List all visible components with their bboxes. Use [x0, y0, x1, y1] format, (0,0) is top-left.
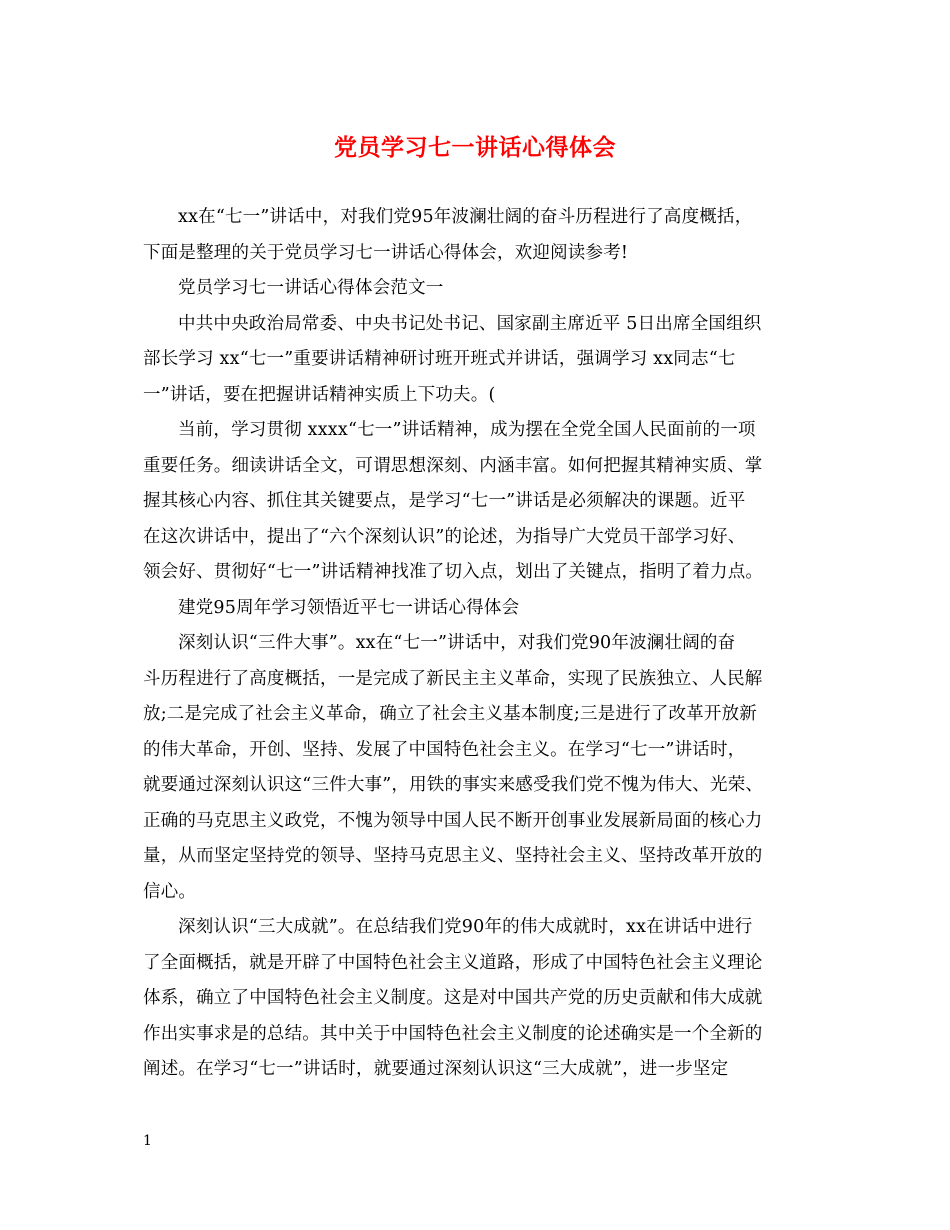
text-line: 建党95周年学习领悟近平七一讲话心得体会 [178, 597, 520, 618]
text-line: 量，从而坚定坚持党的领导、坚持马克思主义、坚持社会主义、坚持改革开放的 [143, 846, 763, 866]
document-title: 党员学习七一讲话心得体会 [334, 134, 616, 161]
text-line: 重要任务。细读讲话全文，可谓思想深刻、内涵丰富。如何把握其精神实质、掌 [143, 455, 763, 476]
text-line: 下面是整理的关于党员学习七一讲话心得体会，欢迎阅读参考! [143, 242, 629, 263]
text-line: 中共中央政治局常委、中央书记处书记、国家副主席近平 5日出席全国组织 [178, 313, 762, 334]
text-line: 体系，确立了中国特色社会主义制度。这是对中国共产党的历史贡献和伟大成就 [143, 988, 763, 1008]
text-line: 深刻认识“三件大事”。xx在“七一”讲话中，对我们党90年波澜壮阔的奋 [178, 633, 736, 653]
text-line: 斗历程进行了高度概括，一是完成了新民主主义革命，实现了民族独立、人民解 [143, 668, 763, 689]
text-line: 一”讲话，要在把握讲话精神实质上下功夫。( [143, 384, 496, 405]
text-line: 当前，学习贯彻 xxxx“七一”讲话精神，成为摆在全党全国人民面前的一项 [178, 420, 756, 440]
text-line: 就要通过深刻认识这“三件大事”，用铁的事实来感受我们党不愧为伟大、光荣、 [143, 775, 764, 795]
text-line: 信心。 [143, 881, 197, 902]
text-line: xx在“七一”讲话中，对我们党95年波澜壮阔的奋斗历程进行了高度概括， [178, 207, 753, 227]
text-line: 领会好、贯彻好“七一”讲话精神找准了切入点，划出了关键点，指明了着力点。 [143, 562, 764, 582]
document-body [143, 200, 823, 1088]
text-line: 部长学习 xx“七一”重要讲话精神研讨班开班式并讲话，强调学习 xx同志“七 [143, 349, 736, 369]
page-number: 1 [143, 1133, 152, 1149]
text-line: 放;二是完成了社会主义革命，确立了社会主义基本制度;三是进行了改革开放新 [143, 704, 757, 724]
text-line: 作出实事求是的总结。其中关于中国特色社会主义制度的论述确实是一个全新的 [143, 1023, 763, 1044]
text-line: 阐述。在学习“七一”讲话时，就要通过深刻认识这“三大成就”，进一步坚定 [143, 1059, 729, 1079]
text-line: 了全面概括，就是开辟了中国特色社会主义道路，形成了中国特色社会主义理论 [143, 952, 763, 973]
text-line: 深刻认识“三大成就”。在总结我们党90年的伟大成就时，xx在讲话中进行 [178, 917, 753, 937]
text-line: 党员学习七一讲话心得体会范文一 [178, 278, 444, 298]
text-line: 的伟大革命，开创、坚持、发展了中国特色社会主义。在学习“七一”讲话时， [143, 739, 746, 760]
text-line: 正确的马克思主义政党，不愧为领导中国人民不断开创事业发展新局面的核心力 [143, 810, 763, 831]
text-line: 在这次讲话中，提出了“六个深刻认识”的论述，为指导广大党员干部学习好、 [143, 526, 746, 547]
text-line: 握其核心内容、抓住其关键要点，是学习“七一”讲话是必须解决的课题。近平 [143, 491, 746, 511]
